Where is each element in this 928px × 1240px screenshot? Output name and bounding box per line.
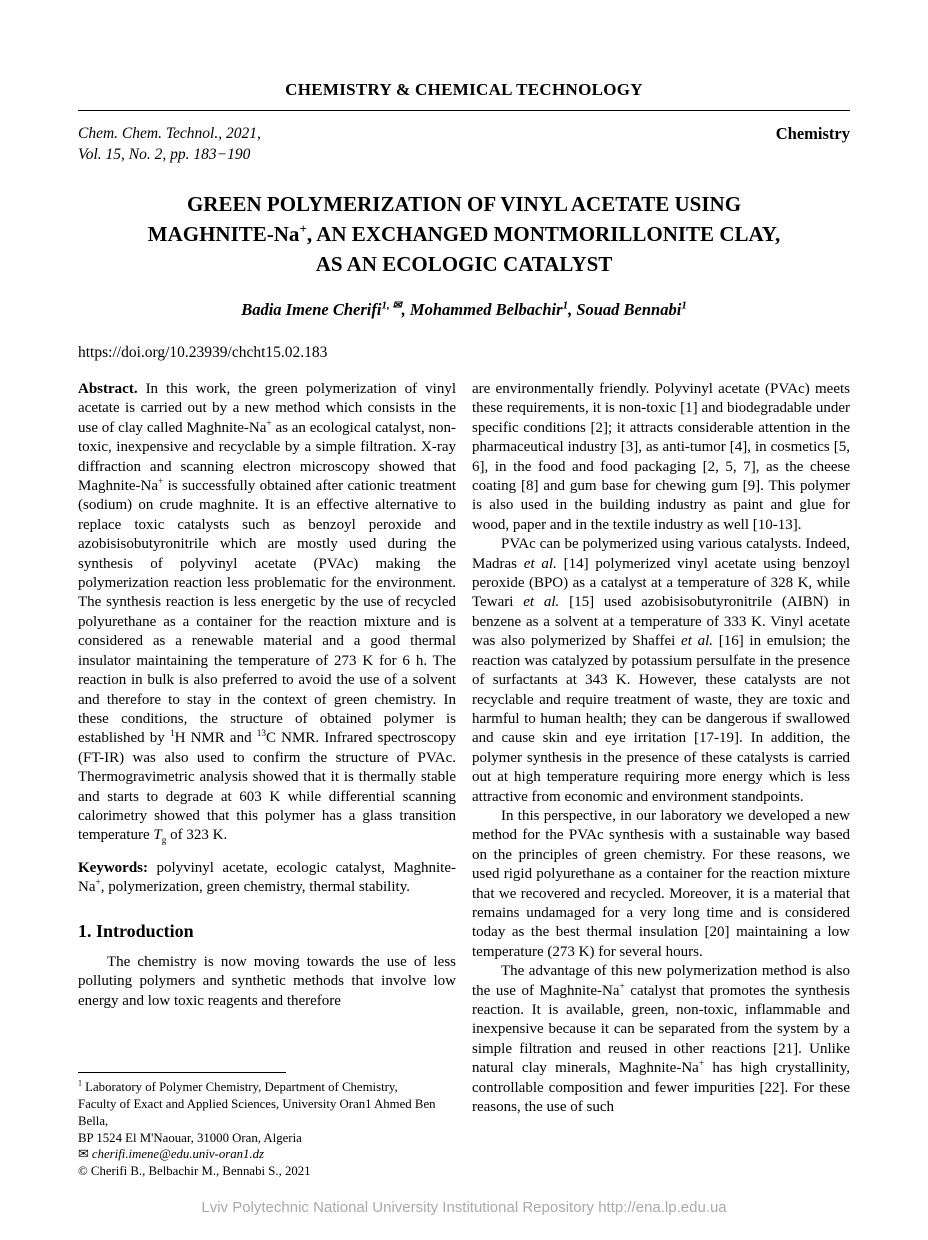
- authors-line: Badia Imene Cherifi$^{1, ✉}$, Mohammed Belbachir$^1$, Souad Bennabi$^1$: [241, 299, 687, 319]
- journal-header: [78, 80, 850, 165]
- journal-name: CHEMISTRY & CHEMICAL TECHNOLOGY: [285, 80, 643, 99]
- footnote-rule: [78, 1072, 286, 1073]
- keywords-paragraph: Keywords: polyvinyl acetate, ecologic catalyst, Maghnite-Na+, polymerization, green chemistry, thermal stability.: [78, 859, 456, 896]
- header-rule: [78, 110, 850, 111]
- footnote-affiliation: $^1$ Laboratory of Polymer Chemistry, Department of Chemistry, Faculty of Exact and Applied Sciences, University Oran1 Ahmed Ben Bella, BP 1524 El M'Naouar, 31000 Oran, Algeria: [78, 1078, 436, 1145]
- citation-line-1: Chem. Chem. Technol., 2021,: [78, 125, 261, 142]
- intro-paragraph-2: are environmentally friendly. Polyvinyl acetate (PVAc) meets these requirements, it is non-toxic [1] and biodegradable under specific conditions [2]; it attracts considerable attention in the pharmaceutical industry [3], as anti-tumor [4], in cosmetics [5, 6], in the food and food packaging [2, 5, 7], as the cheese coating [8] and gum base for chewing gum [9]. This polymer is also used in the building industry as paint and glue for wood, paper and in the textile industry as well [10-13].: [472, 381, 850, 533]
- abstract-paragraph: Abstract. In this work, the green polymerization of vinyl acetate is carried out by a new method which consists in the use of clay called Maghnite-Na+ as an ecological catalyst, non-toxic, inexpensive and recyclable by a simple filtration. X-ray diffraction and scanning electron microscopy showed that Maghnite-Na+ is successfully obtained after cationic treatment (sodium) on crude maghnite. It is an effective alternative to replace toxic catalysts such as benzoyl peroxide and azobisisobutyronitrile which are mostly used during the synthesis of polyvinyl acetate (PVAc) making the polymerization reaction less problematic for the environment. The synthesis reaction is less energetic by the use of recycled polyurethane as a container for the reaction mixture and is considered as a renewable material and a good thermal insulator maintaining the temperature of 273 K for 6 h. The reaction in bulk is also preferred to avoid the use of a solvent and therefore to stay in the context of green chemistry. In these conditions, the structure of obtained polymer is established by $^1$H NMR and $^{13}$C NMR. Infrared spectroscopy (FT-IR) was also used to confirm the structure of PVAc. Thermogravimetric analysis showed that it is thermally stable and starts to degrade at 603 K while differential scanning calorimetry showed that this polymer has a glass transition temperature $T_g$ of 323 K.: [78, 381, 456, 847]
- footnote-copyright: © Cherifi B., Belbachir M., Bennabi S., 2021: [78, 1164, 311, 1179]
- article-title: GREEN POLYMERIZATION OF VINYL ACETATE USING MAGHNITE-Na+, AN EXCHANGED MONTMORILLONITE CLAY, AS AN ECOLOGIC CATALYST: [147, 192, 781, 276]
- citation-row: [78, 123, 850, 165]
- introduction-heading: 1. Introduction: [78, 920, 194, 941]
- two-column-body: [78, 380, 850, 1180]
- intro-paragraph-4: In this perspective, in our laboratory we developed a new method for the PVAc synthesis with a sustainable way based on the principles of green chemistry. For these reasons, we used rigid polyurethane as a container for the reaction mixture that we recovered and recycled. Moreover, it is a material that remains undamaged for a very long time and is considered today as the best thermal insulation [20] maintaining a low temperature (273 K) for several hours.: [472, 807, 850, 960]
- repository-footer: Lviv Polytechnic National University Institutional Repository http://ena.lp.edu.ua: [201, 1199, 727, 1216]
- intro-paragraph-1: The chemistry is now moving towards the use of less polluting polymers and synthetic methods that involve low energy and low toxic reagents and therefore: [78, 953, 456, 1009]
- left-column: [78, 380, 456, 1180]
- doi-link[interactable]: https://doi.org/10.23939/chcht15.02.183: [78, 344, 328, 361]
- footnote-email[interactable]: ✉ cherifi.imene@edu.univ-oran1.dz: [78, 1147, 264, 1162]
- footnote-block: [78, 1064, 456, 1180]
- intro-paragraph-5: The advantage of this new polymerization method is also the use of Maghnite-Na+ catalyst that promotes the synthesis reaction. It is available, green, non-toxic, inflammable and inexpensive because it can be separated from the system by a simple filtration and reused in other reactions [21]. Unlike natural clay minerals, Maghnite-Na+ has high crystallinity, controllable composition and fewer impurities [22]. For these reasons, the use of such: [472, 963, 850, 1116]
- citation-line-2: Vol. 15, No. 2, pp. 183−190: [78, 146, 251, 163]
- section-label: Chemistry: [775, 124, 850, 143]
- intro-paragraph-3: PVAc can be polymerized using various catalysts. Indeed, Madras et al. [14] polymerized vinyl acetate using benzoyl peroxide (BPO) as a catalyst at a temperature of 328 K, while Tewari et al. [15] used azobisisobutyronitrile (AIBN) in benzene as a solvent at a temperature of 333 K. Vinyl acetate was also polymerized by Shaffei et al. [16] in emulsion; the reaction was catalyzed by potassium persulfate in the presence of surfactants at 343 K. However, these catalysts are not recyclable and require treatment of waste, they are toxic and harmful to human health; they can be dangerous if swallowed and cause skin and eye irritation [17-19]. In addition, the polymer synthesis in the presence of these catalysts is carried out at high temperature requiring more energy which is less attractive from economic and environment standpoints.: [472, 536, 850, 805]
- journal-citation: [78, 123, 261, 165]
- right-column: [472, 380, 850, 1180]
